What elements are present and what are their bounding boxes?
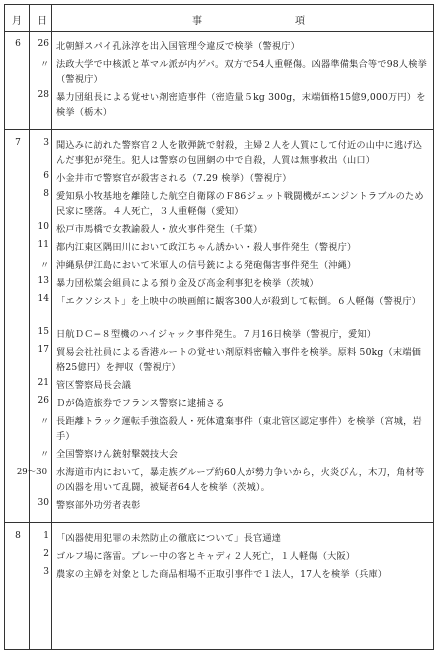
month-block <box>5 523 433 591</box>
event-text: 暴力団組長による覚せい剤密造事件（密造量５kg 300g，末端価格15億9,000万円）を検挙（栃木） <box>56 92 426 118</box>
table-row <box>5 294 433 324</box>
table-row <box>5 57 433 87</box>
table-row <box>5 498 433 513</box>
event-text: 法政大学で中核派と革マル派が内ゲバ。双方で54人重軽傷。凶器準備集合等で98人検挙（警視庁） <box>56 59 427 85</box>
event-text: 日航ＤＣ−８型機のハイジャック事件発生。７月16日検挙（警視庁，愛知） <box>56 329 377 340</box>
day-cell: 14 <box>37 294 49 304</box>
table-row <box>5 549 433 564</box>
day-cell: 10 <box>37 222 49 232</box>
day-cell: 28 <box>37 90 49 100</box>
month-block <box>5 130 433 522</box>
month-cell: 7 <box>15 138 21 148</box>
table-row <box>5 447 433 462</box>
table-row <box>5 531 433 546</box>
day-header: 日 <box>37 16 47 27</box>
month-cell: 8 <box>15 531 21 541</box>
day-cell: 15 <box>37 327 49 337</box>
event-text: 松戸市馬橋で女教諭殺人・放火事件発生（千葉） <box>56 224 263 235</box>
chronology-table <box>4 4 434 650</box>
table-row <box>5 567 433 582</box>
event-text: Ｄが偽造旅券でフランス警察に逮捕さる <box>56 398 225 409</box>
event-text: 小金井市で警察官が殺害される（7.29 検挙）（警視庁） <box>56 173 292 184</box>
table-row <box>5 189 433 219</box>
table-row <box>5 90 433 120</box>
table-row <box>5 345 433 375</box>
table-row <box>5 240 433 255</box>
event-text: 水海道市内において，暴走族グループ約60人が勢力争いから，火炎びん，木刀，角材等の凶器を用いて乱闘，被疑者64人を検挙（茨城）。 <box>56 467 425 493</box>
day-cell: 8 <box>43 189 49 199</box>
event-text: ゴルフ場に落雷。プレー中の客とキャディ２人死亡，１人軽傷（大阪） <box>56 551 356 562</box>
table-row <box>5 396 433 411</box>
event-text: 警察部外功労者表彰 <box>56 500 141 511</box>
day-cell: 2 <box>43 549 49 559</box>
event-text: 「凶器使用犯罪の未然防止の徹底について」長官通達 <box>56 533 282 544</box>
table-row <box>5 327 433 342</box>
month-header: 月 <box>12 16 22 27</box>
event-text: 都内江東区隅田川において政江ちゃん誘かい・殺人事件発生（警視庁） <box>56 242 357 253</box>
table-row <box>5 171 433 186</box>
event-text: 貿易会社社員による香港ルートの覚せい剤原料密輸入事件を検挙。原料 50kg（末端価格25億円）を押収（警視庁） <box>56 347 422 373</box>
event-text: 管区警察局長会議 <box>56 380 132 391</box>
day-cell: 30 <box>37 498 49 508</box>
table-row <box>5 39 433 54</box>
day-cell: 17 <box>37 345 49 355</box>
event-text: 聞込みに訪れた警察官２人を散弾銃で射殺，主婦２人を人質にして付近の山中に逃げ込んだ事犯が発生。犯人は警察の包囲網の中で自殺，人質は無事救出（山口） <box>56 140 423 166</box>
table-row <box>5 258 433 273</box>
event-header-2: 項 <box>295 16 305 27</box>
day-cell: 21 <box>37 378 49 388</box>
event-text: 愛知県小牧基地を離陸した航空自衛隊のＦ86ジェット戦闘機がエンジントラブルのため民家に墜落。４人死亡，３人重軽傷（愛知） <box>56 191 424 217</box>
day-cell: 〃 <box>39 417 49 427</box>
event-text: 暴力団松葉会組員による預り金及び高金利事犯を検挙（茨城） <box>56 278 319 289</box>
event-header-1: 事 <box>192 16 202 27</box>
table-row <box>5 465 433 495</box>
day-cell: 6 <box>43 171 49 181</box>
event-text: 北朝鮮スパイ孔泳淳を出入国管理令違反で検挙（警視庁） <box>56 41 301 52</box>
event-text: 農家の主婦を対象とした商品相場不正取引事件で１法人，17人を検挙（兵庫） <box>56 569 388 580</box>
event-text: 全国警察けん銃射撃競技大会 <box>56 449 179 460</box>
day-cell: 〃 <box>39 60 49 70</box>
event-text: 沖縄県伊江島において米軍人の信号銃による発砲傷害事件発生（沖縄） <box>56 260 357 271</box>
day-cell: 1 <box>43 531 49 541</box>
day-cell: 13 <box>37 276 49 286</box>
day-cell: 26 <box>37 396 49 406</box>
day-cell: 11 <box>37 240 49 250</box>
month-block <box>5 31 433 129</box>
table-row <box>5 138 433 168</box>
day-cell: 29〜30 <box>16 467 47 477</box>
month-cell: 6 <box>15 39 21 49</box>
day-cell: 〃 <box>39 450 49 460</box>
table-row <box>5 276 433 291</box>
table-row <box>5 378 433 393</box>
table-row <box>5 222 433 237</box>
event-text: 「エクソシスト」を上映中の映画館に観客300人が殺到して転倒。６人軽傷（警視庁） <box>56 296 422 307</box>
day-cell: 〃 <box>39 261 49 271</box>
day-cell: 3 <box>43 567 49 577</box>
day-cell: 3 <box>43 138 49 148</box>
day-cell: 26 <box>37 39 49 49</box>
table-header <box>5 5 433 32</box>
table-row <box>5 414 433 444</box>
event-text: 長距離トラック運転手強盗殺人・死体遺棄事件（東北管区認定事件）を検挙（宮城，岩手） <box>56 416 422 442</box>
